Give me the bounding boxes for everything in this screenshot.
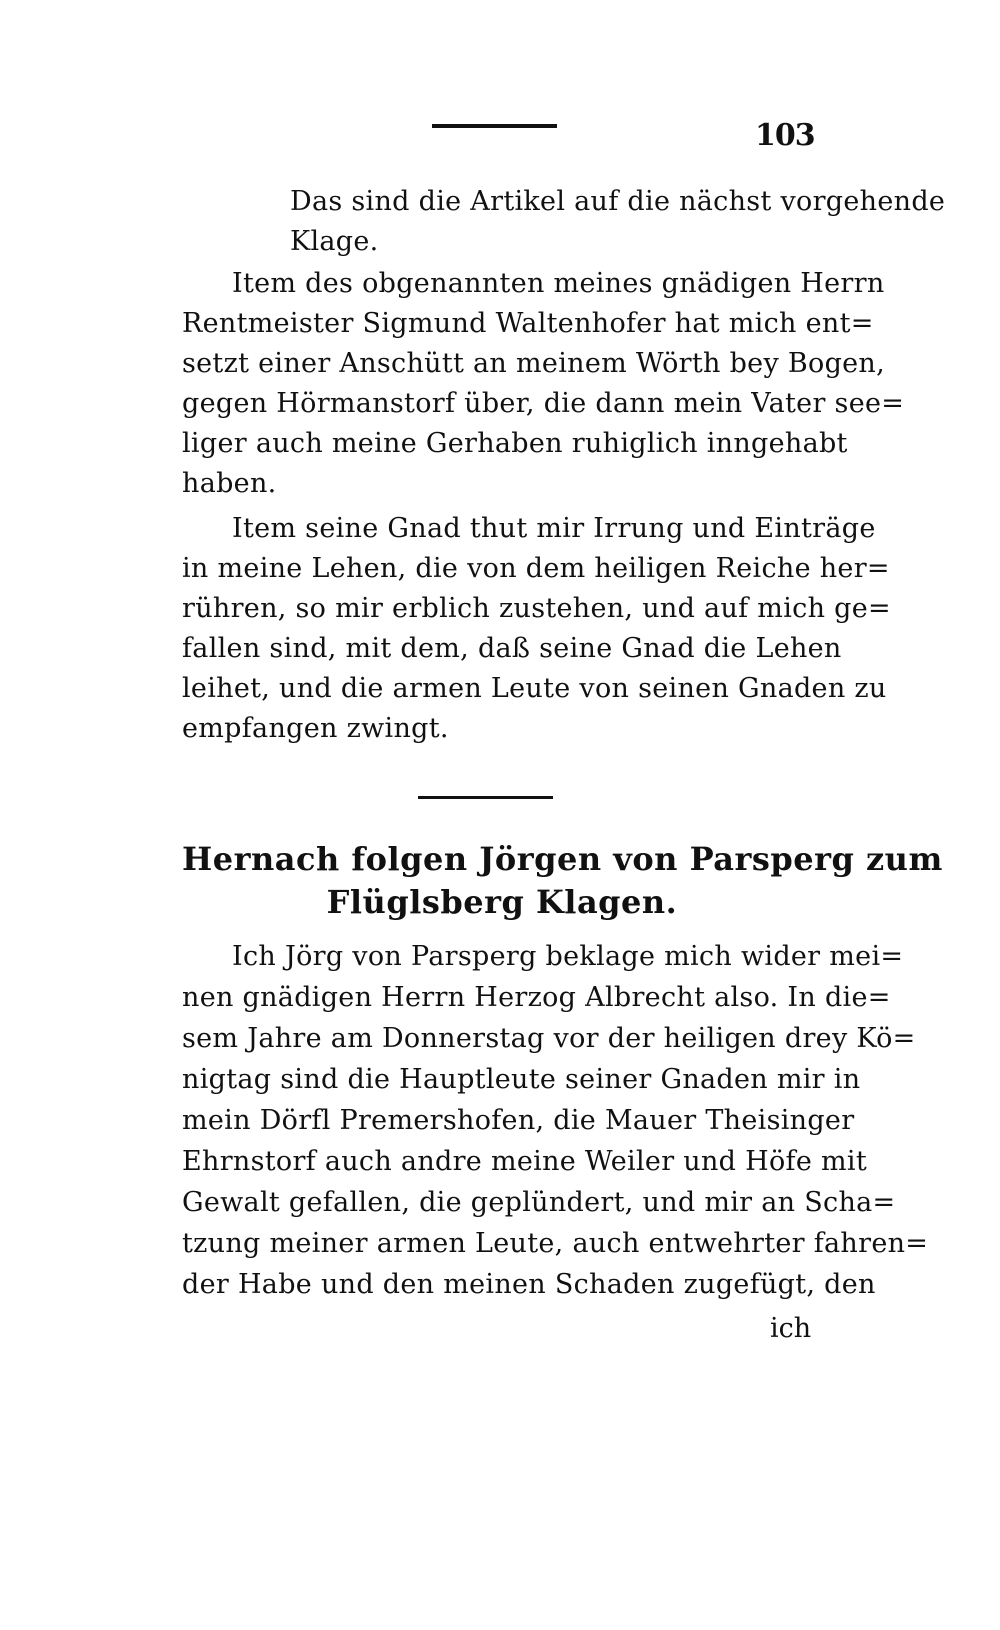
text-line: empfangen zwingt. [182, 713, 449, 744]
text-line: tzung meiner armen Leute, auch entwehrter fahren= [182, 1228, 929, 1259]
text-line: Klage. [290, 226, 379, 257]
text-line: liger auch meine Gerhaben ruhiglich inngehabt [182, 428, 848, 459]
page-number: 103 [755, 118, 815, 153]
text-line: rühren, so mir erblich zustehen, und auf mich ge= [182, 593, 891, 624]
text-line: Ich Jörg von Parsperg beklage mich wider mei= [232, 941, 904, 972]
text-line: Item des obgenannten meines gnädigen Herrn [232, 268, 885, 299]
text-line: Rentmeister Sigmund Waltenhofer hat mich ent= [182, 308, 874, 339]
text-line: mein Dörfl Premershofen, die Mauer Theisinger [182, 1105, 855, 1136]
header-rule [432, 124, 557, 128]
text-line: nigtag sind die Hauptleute seiner Gnaden mir in [182, 1064, 861, 1095]
text-line: nen gnädigen Herrn Herzog Albrecht also. In die= [182, 982, 891, 1013]
text-line: gegen Hörmanstorf über, die dann mein Vater see= [182, 388, 905, 419]
text-line: sem Jahre am Donnerstag vor der heiligen drey Kö= [182, 1023, 916, 1054]
text-line: Item seine Gnad thut mir Irrung und Einträge [232, 513, 876, 544]
text-line: Ehrnstorf auch andre meine Weiler und Höfe mit [182, 1146, 867, 1177]
text-line: Gewalt gefallen, die geplündert, und mir an Scha= [182, 1187, 896, 1218]
section-rule [418, 796, 553, 799]
text-line: Das sind die Artikel auf die nächst vorgehende [290, 186, 946, 217]
text-line: der Habe und den meinen Schaden zugefügt, den [182, 1269, 876, 1300]
text-line: leihet, und die armen Leute von seinen Gnaden zu [182, 673, 887, 704]
text-line: setzt einer Anschütt an meinem Wörth bey Bogen, [182, 348, 886, 379]
section-heading: Hernach folgen Jörgen von Parsperg zum [182, 840, 943, 878]
section-heading: Flüglsberg Klagen. [326, 883, 678, 921]
text-line: in meine Lehen, die von dem heiligen Reiche her= [182, 553, 890, 584]
text-line: haben. [182, 468, 277, 499]
text-line: fallen sind, mit dem, daß seine Gnad die Lehen [182, 633, 842, 664]
catchword: ich [770, 1313, 812, 1344]
